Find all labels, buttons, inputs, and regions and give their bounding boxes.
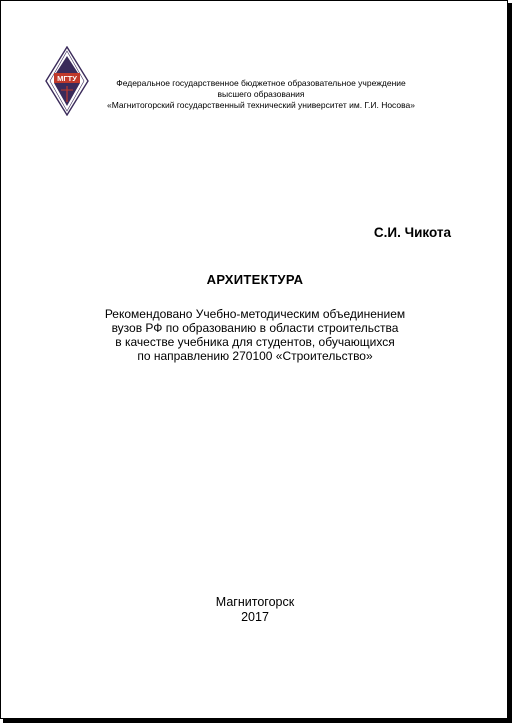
recommendation-line: по направлению 270100 «Строительство» [137, 349, 373, 363]
author-name: С.И. Чикота [373, 225, 451, 240]
recommendation-line: вузов РФ по образованию в области строительства [111, 321, 399, 335]
publication-city: Магнитогорск [215, 595, 295, 609]
organization-line: высшего образования [217, 89, 305, 99]
page-shadow-right [508, 3, 512, 721]
publication-year: 2017 [241, 610, 269, 624]
publication-footer [1, 595, 509, 625]
page-shadow-bottom [3, 719, 512, 723]
logo-text: МГТУ [57, 74, 77, 83]
organization-line: Федеральное государственное бюджетное образовательное учреждение [116, 78, 406, 88]
recommendation-line: в качестве учебника для студентов, обучающихся [115, 335, 395, 349]
recommendation-line: Рекомендовано Учебно-методическим объединением [104, 307, 406, 321]
book-title: АРХИТЕКТУРА [206, 272, 304, 287]
organization-header [81, 78, 441, 111]
organization-line: «Магнитогорский государственный технический университет им. Г.И. Носова» [106, 100, 416, 110]
recommendation-text [1, 307, 509, 363]
